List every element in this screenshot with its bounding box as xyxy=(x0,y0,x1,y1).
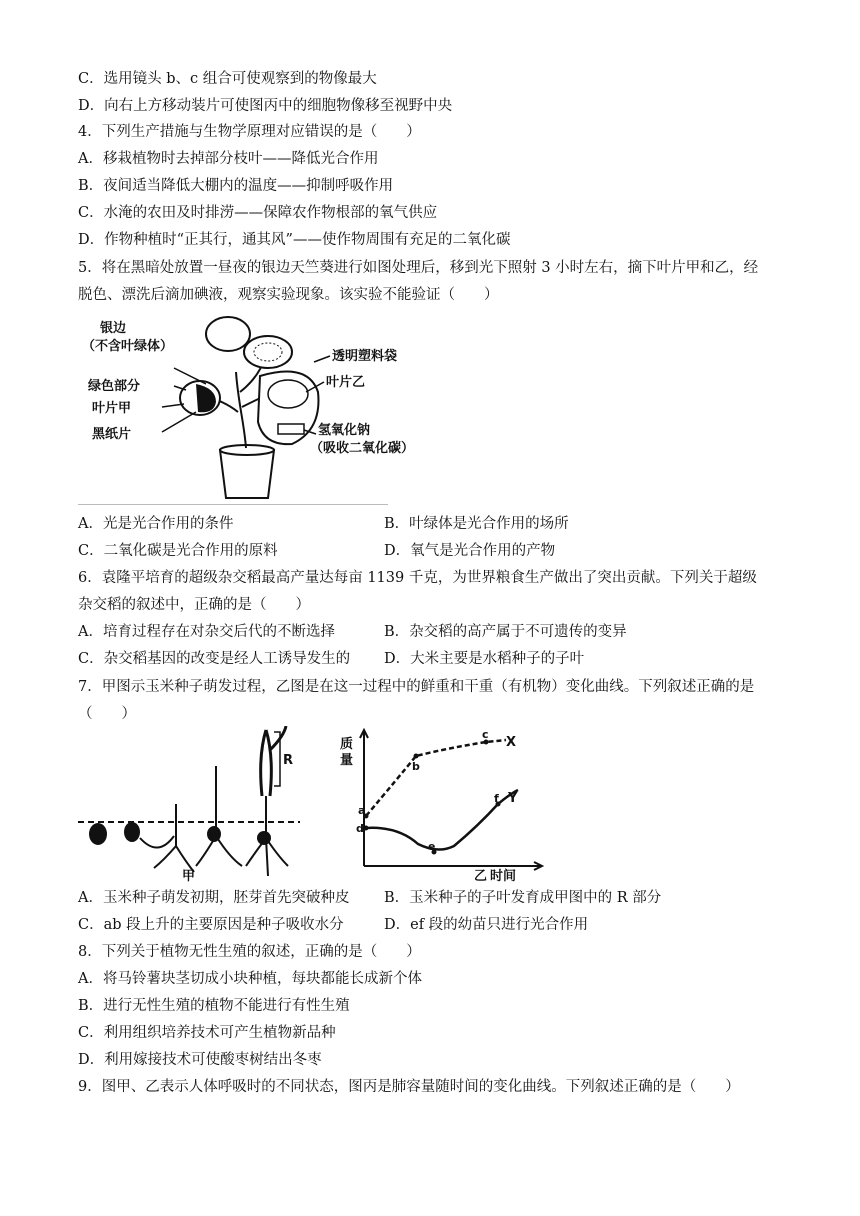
label-silver-edge: 银边 xyxy=(100,321,127,336)
label-naoh: 氢氧化钠 xyxy=(318,423,371,438)
q3-option-c: C．选用镜头 b、c 组合可使观察到的物像最大 xyxy=(78,71,377,87)
upper-right-leaf xyxy=(244,336,292,368)
q7-option-b: B．玉米种子的子叶发育成甲图中的 R 部分 xyxy=(384,890,662,906)
q5-stem-line2: 脱色、漂洗后滴加碘液，观察实验现象。该实验不能验证（ ） xyxy=(78,287,499,303)
q4-option-c: C．水淹的农田及时排涝——保障农作物根部的氧气供应 xyxy=(78,205,438,221)
label-plastic-bag: 透明塑料袋 xyxy=(332,349,398,364)
curve-x xyxy=(366,740,506,816)
q7-option-d: D．ef 段的幼苗只进行光合作用 xyxy=(384,917,589,933)
q9-stem: 9．图甲、乙表示人体呼吸时的不同状态，图丙是肺容量随时间的变化曲线。下列叙述正确的是（ ） xyxy=(78,1079,740,1095)
q5-option-a: A．光是光合作用的条件 xyxy=(78,516,234,532)
x-axis-label-time: 时间 xyxy=(490,869,517,882)
label-green-part: 绿色部分 xyxy=(88,379,141,394)
q6-option-b: B．杂交稻的高产属于不可遗传的变异 xyxy=(384,624,627,640)
q4-option-a: A．移栽植物时去掉部分枝叶——降低光合作用 xyxy=(78,151,379,167)
q6-stem-line2: 杂交稻的叙述中，正确的是（ ） xyxy=(78,597,310,613)
q7-option-c: C．ab 段上升的主要原因是种子吸收水分 xyxy=(78,917,344,933)
q8-option-a: A．将马铃薯块茎切成小块种植，每块都能长成新个体 xyxy=(78,971,422,987)
q4-stem: 4．下列生产措施与生物学原理对应错误的是（ ） xyxy=(78,124,421,140)
q8-option-b: B．进行无性生殖的植物不能进行有性生殖 xyxy=(78,998,350,1014)
figure-divider xyxy=(78,504,388,505)
label-jia: 甲 xyxy=(182,869,196,882)
q8-stem: 8．下列关于植物无性生殖的叙述，正确的是（ ） xyxy=(78,944,421,960)
q5-option-d: D．氧气是光合作用的产物 xyxy=(384,543,556,559)
point-c: c xyxy=(482,728,489,741)
q5-option-c: C．二氧化碳是光合作用的原料 xyxy=(78,543,278,559)
q5-option-b: B．叶绿体是光合作用的场所 xyxy=(384,516,569,532)
label-silver-edge-note: （不含叶绿体） xyxy=(82,339,174,354)
q4-option-b: B．夜间适当降低大棚内的温度——抑制呼吸作用 xyxy=(78,178,394,194)
y-axis-label-1: 质 xyxy=(340,737,354,752)
seed-1 xyxy=(89,823,107,845)
label-leaf-b: 叶片乙 xyxy=(326,375,366,390)
q7-stem-line1: 7．甲图示玉米种子萌发过程，乙图是在这一过程中的鲜重和干重（有机物）变化曲线。下列叙述正确的是 xyxy=(78,679,755,695)
point-e: e xyxy=(428,840,436,853)
label-leaf-a: 叶片甲 xyxy=(92,401,132,416)
q5-stem-line1: 5．将在黑暗处放置一昼夜的银边天竺葵进行如图处理后，移到光下照射 3 小时左右，摘下叶片甲和乙，经 xyxy=(78,260,759,276)
q6-option-a: A．培育过程存在对杂交后代的不断选择 xyxy=(78,624,335,640)
q8-option-d: D．利用嫁接技术可使酸枣树结出冬枣 xyxy=(78,1052,322,1068)
curve-y-label: Y xyxy=(508,791,518,806)
point-d: d xyxy=(356,822,364,835)
naoh-dish xyxy=(278,424,304,434)
corn-germination-figure xyxy=(78,726,548,882)
point-f: f xyxy=(494,792,499,805)
q6-option-d: D．大米主要是水稻种子的子叶 xyxy=(384,651,585,667)
curve-x-label: X xyxy=(506,735,517,750)
point-b: b xyxy=(412,760,420,773)
top-leaf xyxy=(206,317,250,351)
flower-pot xyxy=(220,450,274,498)
x-axis-label-yi: 乙 xyxy=(474,869,488,882)
leaf-b xyxy=(268,380,308,408)
q8-option-c: C．利用组织培养技术可产生植物新品种 xyxy=(78,1025,336,1041)
point-a: a xyxy=(358,804,366,817)
y-axis-label-2: 量 xyxy=(340,753,354,768)
label-naoh-note: （吸收二氧化碳） xyxy=(310,441,415,456)
q6-option-c: C．杂交稻基因的改变是经人工诱导发生的 xyxy=(78,651,351,667)
label-R: R xyxy=(283,753,294,768)
q4-option-d: D．作物种植时“正其行，通其风”——使作物周围有充足的二氧化碳 xyxy=(78,232,511,248)
q7-option-a: A．玉米种子萌发初期，胚芽首先突破种皮 xyxy=(78,890,350,906)
q6-stem-line1: 6．袁隆平培育的超级杂交稻最高产量达每亩 1139 千克，为世界粮食生产做出了突出贡献。下列关于超级 xyxy=(78,570,757,586)
label-black-paper: 黑纸片 xyxy=(92,427,132,442)
seed-2 xyxy=(124,822,140,842)
q7-stem-line2: （ ） xyxy=(78,706,136,722)
q3-option-d: D．向右上方移动装片可使图丙中的细胞物像移至视野中央 xyxy=(78,98,453,114)
geranium-experiment-figure xyxy=(78,312,418,502)
